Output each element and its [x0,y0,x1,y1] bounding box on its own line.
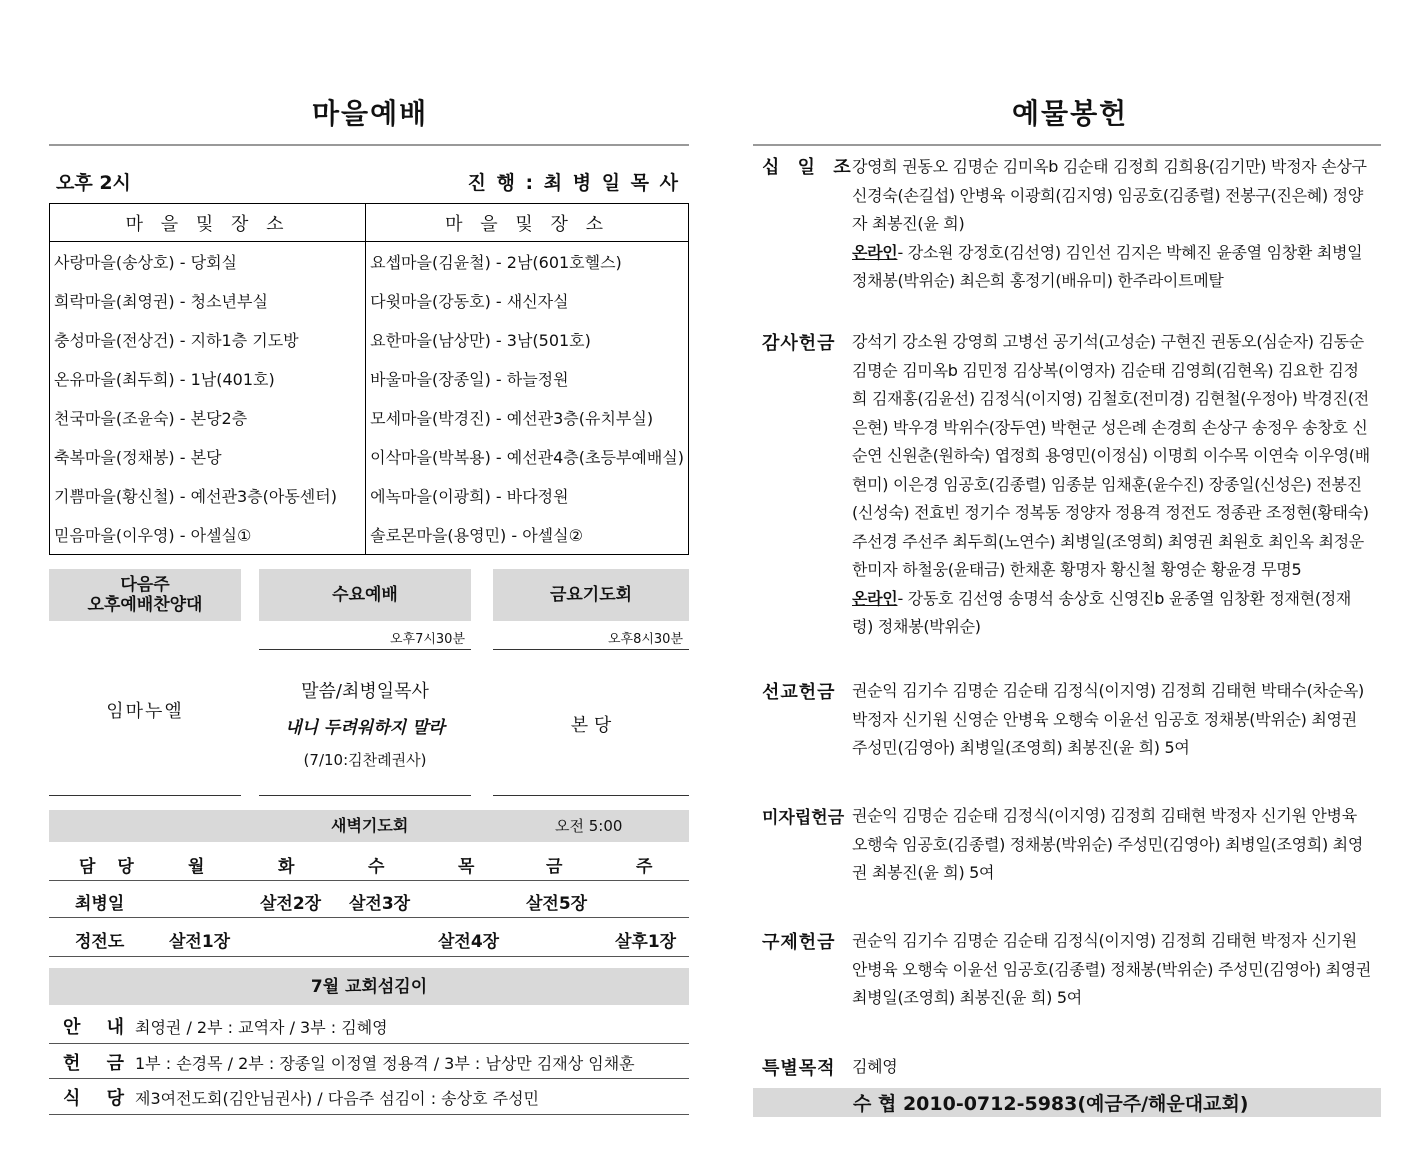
choir-header-line-2: 오후예배찬양대 [87,595,203,615]
village-cell-right: 에녹마을(이광희) - 바다정원 [366,476,689,515]
left-title-rule [49,144,689,146]
village-row [50,242,689,282]
duty-row-usher-text: 최영권 / 2부 : 교역자 / 3부 : 김혜영 [135,1018,388,1037]
village-cell-right: 요한마을(남상만) - 3남(501호) [366,320,689,359]
dawn-rule-2 [49,917,689,918]
village-cell-left: 온유마을(최두희) - 1남(401호) [50,359,366,398]
duty-rule-1 [49,1043,689,1044]
duty-row-usher-label: 안 내 [63,1017,135,1038]
duty-row-offering [49,1049,689,1079]
village-row [50,359,689,398]
village-cell-left: 기쁨마을(황신철) - 예선관3층(아동센터) [50,476,366,515]
tithe-names-text: 강영희 권동오 김명순 김미옥b 김순태 김정희 김희용(김기만) 박정자 손상구 신경숙(손길섭) 안병육 이광희(김지영) 임공호(김종렬) 전봉구(진은혜) 정양자 최봉진(윤 희) [852,157,1367,233]
duty-rule-3 [49,1114,689,1115]
dawn-row-2-mon: 살전1장 [169,932,231,952]
village-cell-left: 믿음마을(이우영) - 아셀실① [50,515,366,555]
friday-box-rule [493,795,689,796]
friday-place: 본 당 [570,715,612,736]
village-cell-right: 바울마을(장종일) - 하늘정원 [366,359,689,398]
mission-names: 권순익 김기수 김명순 김순태 김정식(이지영) 김정희 김태현 박태수(차순옥) 박정자 신기원 신영순 안병육 오행숙 이윤선 임공호 정채봉(박위순) 최영권 주성민(김영아) 최병일(조영희) 최봉진(윤 희) 5여 [852,681,1364,757]
village-table [49,203,689,555]
dawn-prayer-title: 새벽기도회 [331,816,409,835]
wednesday-worship-header: 수요예배 [259,569,471,621]
self-support-label: 미자립헌금 [762,808,845,828]
village-row [50,476,689,515]
thanks-names-text: 강석기 강소원 강영희 고병선 공기석(고성순) 구현진 권동오(심순자) 김동순 김명순 김미옥b 김민정 김상복(이영자) 김순태 김영희(김현옥) 김요한 김정희 김재홍(김윤선) 김정식(이지영) 김철호(전미경) 김현철(우정아) 박경진(전은현) 박우경 박위수(장두연) 박현군 성은례 손경희 손상구 송정우 송창호 신순연 신원춘(원하숙) 엽정희 용영민(이정심) 이명희 이수목 이연숙 이우영(배현미) 이은경 임공호(김종렬) 임종분 임채훈(윤수진) 장종일(신성은) 전봉진(신성숙) 전효빈 정기수 정복동 정양자 정용격 정전도 정종관 조정현(황태숙) 주선경 주선주 최두희(노연수) 최병일(조영희) 최영권 최원호 최인옥 최정운 한미자 하철웅(윤태금) 한채훈 황명자 황신철 황영순 황윤경 무명5 [852,332,1370,579]
duty-row-kitchen-label: 식 당 [63,1088,135,1109]
dawn-col-wed: 수 [368,857,385,877]
tithe-online-names: - 강소원 강정호(김선영) 김인선 김지은 박혜진 윤종열 임창환 최병일 정채봉(박위순) 최은희 홍정기(배유미) 한주라이트메탈 [852,242,1363,290]
church-servants-header: 7월 교회섬김이 [49,968,689,1005]
village-cell-right: 솔로몬마을(용영민) - 아셀실② [366,515,689,555]
village-cell-left: 사랑마을(송상호) - 당회실 [50,242,366,282]
dawn-row-1-tue: 살전2장 [260,894,322,914]
bank-account: 수 협 2010-0712-5983(예금주/해운대교회) [753,1088,1381,1117]
village-row [50,398,689,437]
dawn-col-leader: 담 당 [79,857,142,877]
thanks-names [852,328,1372,642]
thanks-label: 감사헌금 [762,333,836,354]
thanks-online-label: 온라인 [852,588,898,608]
village-cell-right: 이삭마을(박복용) - 예선관4층(초등부예배실) [366,437,689,476]
duty-row-offering-label: 헌 금 [63,1053,135,1074]
dawn-row-2-name: 정전도 [75,932,125,952]
village-header-left: 마 을 및 장 소 [50,204,366,242]
dawn-col-fri: 금 [546,857,563,877]
choir-box-rule [49,795,241,796]
tithe-online-label: 온라인 [852,242,898,262]
dawn-row-2-sun: 살후1장 [615,932,677,952]
wednesday-box-rule [259,795,471,796]
self-support-names: 권순익 김명순 김순태 김정식(이지영) 김정희 김태현 박정자 신기원 안병육 오행숙 임공호(김종렬) 정채봉(박위순) 주성민(김영아) 최병일(조영희) 최영권 최봉진(윤 희) 5여 [852,806,1363,882]
relief-label: 구제헌금 [762,932,836,953]
village-row [50,320,689,359]
dawn-row-1-fri: 살전5장 [526,894,588,914]
village-cell-right: 모세마을(박경진) - 예선관3층(유치부실) [366,398,689,437]
village-cell-left: 축복마을(정채봉) - 본당 [50,437,366,476]
wednesday-time: 오후7시30분 [389,632,465,647]
duty-rule-2 [49,1078,689,1079]
village-cell-left: 희락마을(최영권) - 청소년부실 [50,281,366,320]
choir-name: 임마누엘 [106,701,184,722]
village-table-header [50,204,689,242]
village-cell-right: 요셉마을(김윤철) - 2남(601호헬스) [366,242,689,282]
wednesday-sermon-title: 내니 두려워하지 말라 [285,718,445,738]
dawn-col-thu: 목 [458,857,475,877]
worship-leader: 진 행 : 최 병 일 목 사 [467,172,680,194]
dawn-row-1-wed: 살전3장 [349,894,411,914]
village-row [50,281,689,320]
friday-time-rule [493,649,689,650]
tithe-names [852,153,1372,296]
special-names: 김혜영 [852,1057,898,1076]
dawn-rule-1 [49,880,689,881]
village-cell-right: 다윗마을(강동호) - 새신자실 [366,281,689,320]
dawn-row-2 [49,927,689,955]
duty-row-kitchen [49,1084,689,1114]
village-row [50,437,689,476]
village-row [50,515,689,555]
worship-time: 오후 2시 [56,172,131,194]
dawn-header-row [49,852,689,880]
offerings-title: 예물봉헌 [1012,97,1129,130]
choir-header [49,569,241,621]
choir-header-line-1: 다음주 [120,575,170,595]
thanks-online-names: - 강동호 김선영 송명석 송상호 신영진b 윤종열 임창환 정재현(정재령) 정채봉(박위순) [852,588,1352,636]
wednesday-note: (7/10:김찬례권사) [303,751,427,769]
duty-row-kitchen-text: 제3여전도회(김안님권사) / 다음주 섬김이 : 송상호 주성민 [135,1089,539,1108]
duty-row-usher [49,1013,689,1043]
dawn-prayer-header [49,810,689,842]
duty-row-offering-text: 1부 : 손경목 / 2부 : 장종일 이정열 정용격 / 3부 : 남상만 김재상 임채훈 [135,1054,635,1073]
dawn-row-1-name: 최병일 [75,894,125,914]
village-header-right: 마 을 및 장 소 [366,204,689,242]
tithe-label: 십 일 조 [762,157,857,178]
dawn-rule-3 [49,956,689,957]
worship-info-line [52,168,688,198]
dawn-row-2-thu: 살전4장 [438,932,500,952]
special-label: 특별목적 [762,1058,836,1079]
village-worship-title: 마을예배 [312,97,429,130]
dawn-row-1 [49,889,689,917]
village-cell-left: 충성마을(전상건) - 지하1층 기도방 [50,320,366,359]
dawn-col-tue: 화 [278,857,295,877]
wednesday-preacher: 말씀/최병일목사 [301,681,429,702]
friday-prayer-header: 금요기도회 [493,569,689,621]
relief-names: 권순익 김기수 김명순 김순태 김정식(이지영) 김정희 김태현 박정자 신기원 안병육 오행숙 이윤선 임공호(김종렬) 정채봉(박위순) 주성민(김영아) 최영권 최병일(조영희) 최봉진(윤 희) 5여 [852,931,1372,1007]
friday-time: 오후8시30분 [607,632,683,647]
dawn-prayer-time: 오전 5:00 [555,817,623,835]
wednesday-time-rule [259,649,471,650]
right-title-rule [753,144,1381,146]
dawn-col-sun: 주 [636,857,653,877]
mission-label: 선교헌금 [762,682,836,703]
village-cell-left: 천국마을(조윤숙) - 본당2층 [50,398,366,437]
dawn-col-mon: 월 [188,857,205,877]
